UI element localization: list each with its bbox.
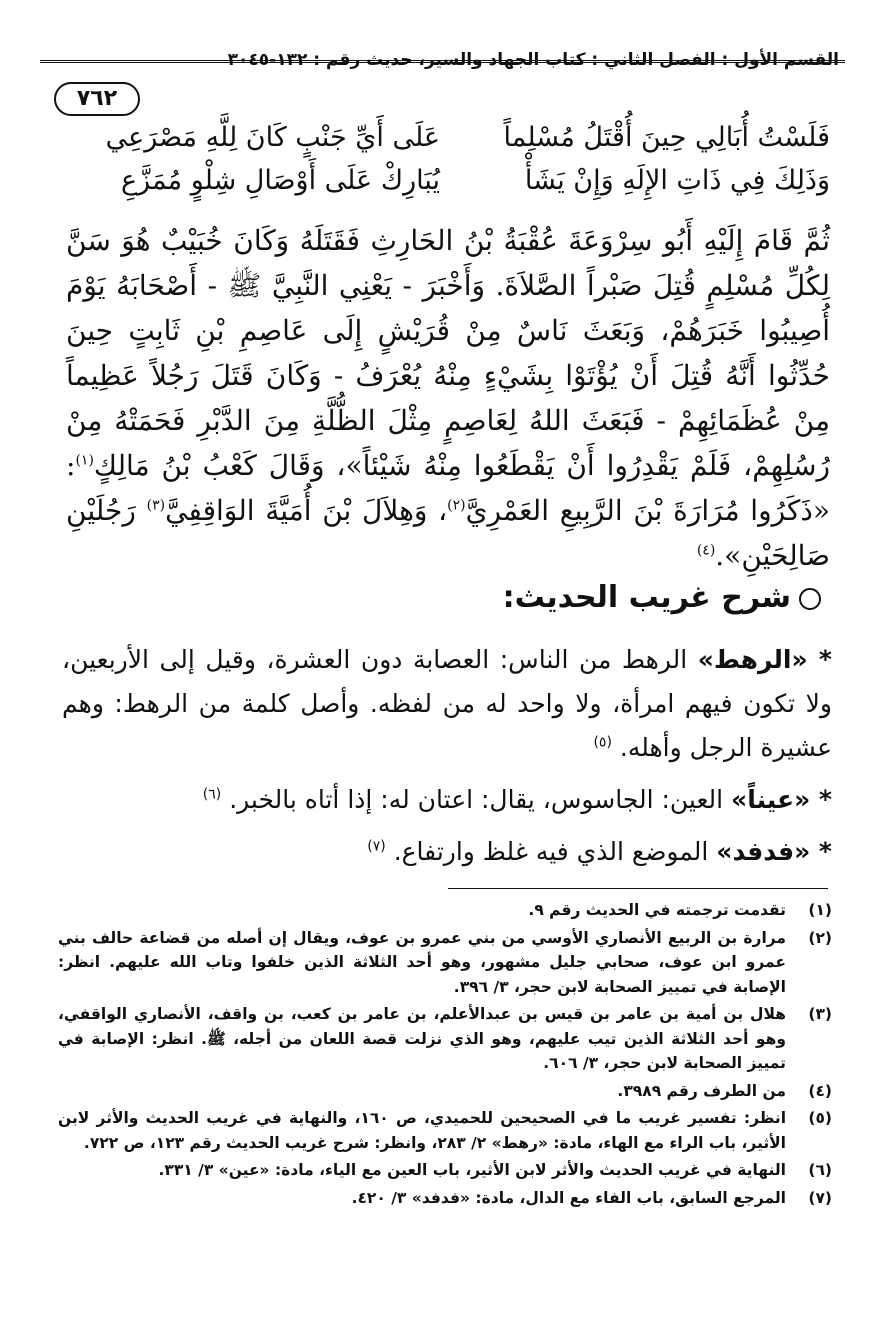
glossary-entry-fadfad [62,830,832,874]
glossary-term: * «فدفد» [716,837,832,866]
glossary-entry-ayn [62,778,832,822]
footnote-ref-4[interactable]: (٤) [696,542,716,559]
footnote-number: (٥) [808,1109,832,1127]
footnote-text: مرارة بن الربيع الأنصاري الأوسي من بني عمرو بن عوف، ويقال إن أصله من قضاعة حالف بني عمرو ابن عوف، صحابي جليل مشهور، وهو أحد الثلاثة الذين خلفوا وتاب الله عليهم. انظر: الإصابة في تمييز الصحابة لابن حجر، ٣/ ٣٩٦. [58,928,786,996]
footnotes [58,898,832,1213]
footnote-text: هلال بن أمية بن عامر بن قيس بن عبدالأعلم، بن عامر بن كعب، بن واقف، الأنصاري الواقفي، وهو أحد الثلاثة الذين تيب عليهم، وهو الذي نزلت قصة اللعان من أجله، ﷺ. انظر: الإصابة في تمييز الصحابة لابن حجر، ٣/ ٦٠٦. [58,1005,786,1072]
hadith-text-part-1: ثُمَّ قَامَ إِلَيْهِ أَبُو سِرْوَعَةَ عُقْبَةُ بْنُ الحَارِثِ فَقَتَلَهُ وَكَانَ خُبَيْبٌ هُوَ سَنَّ لِكُلِّ مُسْلِمٍ قُتِلَ صَبْراً الصَّلاَةَ. وَأَخْبَرَ - يَعْنِي النَّبِيَّ ﷺ - أَصْحَابَهُ يَوْمَ أُصِيبُوا خَبَرَهُمْ، وَبَعَثَ نَاسٌ مِنْ قُرَيْشٍ إِلَى عَاصِمِ بْنِ ثَابِتٍ حِينَ حُدِّثُوا أَنَّهُ قُتِلَ أَنْ يُؤْتَوْا بِشَيْءٍ مِنْهُ يُعْرَفُ - وَكَانَ قَتَلَ رَجُلاً عَظِيماً مِنْ عُظَمَائِهِمْ - فَبَعَثَ اللهُ لِعَاصِمٍ مِثْلَ الظُّلَّةِ مِنَ الدَّبْرِ فَحَمَتْهُ مِنْ رُسُلِهِمْ، فَلَمْ يَقْدِرُوا أَنْ يَقْطَعُوا مِنْهُ شَيْئاً»، وَقَالَ كَعْبُ بْنُ مَالِكٍ [66,224,831,482]
footnote-number: (٢) [808,928,832,947]
glossary-entry-rahṭ [62,638,832,770]
footnote-5 [58,1106,832,1155]
footnote-text: انظر: تفسير غريب ما في الصحيحين للحميدي، ص ١٦٠، والنهاية في غريب الحديث والأثر لابن الأثير، باب الراء مع الهاء، مادة: «رهط» ٢/ ٢٨٣، وانظر: شرح غريب الحديث رقم ١٢٣، ص ٧٢٢. [58,1109,787,1152]
footnote-divider [448,888,828,889]
verse-1-second-hemistich: عَلَى أَيِّ جَنْبٍ كَانَ لِلَّهِ مَصْرَعِي [105,122,440,153]
hadith-text-part-2: : «ذَكَرُوا مُرَارَةَ بْنَ الرَّبِيعِ العَمْرِيَّ [66,449,830,527]
footnote-7 [58,1186,832,1211]
footnote-text: المرجع السابق، باب الفاء مع الدال، مادة: «فدفد» ٣/ ٤٢٠. [351,1188,786,1207]
footnote-text: من الطرف رقم ٣٩٨٩. [617,1081,786,1100]
footnote-1 [58,898,832,923]
footnote-number: (٤) [808,1081,832,1100]
footnote-text: النهاية في غريب الحديث والأثر لابن الأثير، باب العين مع الياء، مادة: «عين» ٣/ ٣٣١. [158,1161,786,1179]
footnote-4 [58,1079,832,1104]
header-rule [40,60,845,63]
footnote-ref-1[interactable]: (١) [75,452,94,469]
section-heading-text: شرح غريب الحديث: [502,580,791,615]
running-header: القسم الأول : الفصل الثاني : كتاب الجهاد والسير، حديث رقم : ١٣٢-٣٠٤٥ [227,50,839,70]
verse-1-first-hemistich: فَلَسْتُ أُبَالِي حِينَ أُقْتَلُ مُسْلِماً [503,122,830,153]
footnote-number: (٧) [808,1188,832,1207]
footnote-2 [58,926,832,1000]
footnote-number: (٦) [808,1161,832,1179]
verse-2-second-hemistich: يُبَارِكْ عَلَى أَوْصَالِ شِلْوٍ مُمَزَّعِ [121,165,440,196]
glossary-definition: العين: الجاسوس، يقال: اعتان له: إذا أتاه بالخبر. [229,785,732,814]
hadith-text [66,218,830,578]
footnote-ref-2[interactable]: (٢) [447,497,466,514]
hadith-text-part-3: ، وَهِلاَلَ بْنَ أُمَيَّةَ الوَاقِفِيَّ [165,494,448,527]
footnote-number: (٣) [808,1005,832,1023]
footnote-ref-3[interactable]: (٣) [146,497,166,514]
footnote-3 [58,1002,832,1076]
circle-bullet-icon [799,588,821,610]
page-number: ٧٦٢ [54,82,140,116]
footnote-ref-6[interactable]: (٦) [202,786,222,803]
footnote-6 [58,1158,832,1183]
glossary-definition: الرهط من الناس: العصابة دون العشرة، وقيل إلى الأربعين، ولا تكون فيهم امرأة، ولا واحد له من لفظه. وأصل كلمة من الرهط: وهم عشيرة الرجل وأهله. [62,645,832,762]
section-heading [321,580,821,615]
poem-verse-1 [70,122,830,166]
footnote-ref-5[interactable]: (٥) [593,734,612,751]
glossary-term: * «عيناً» [731,785,832,814]
footnote-text: تقدمت ترجمته في الحديث رقم ٩. [528,901,786,919]
glossary-term: * «الرهط» [697,645,832,674]
footnote-ref-7[interactable]: (٧) [367,838,386,855]
glossary-definition: الموضع الذي فيه غلظ وارتفاع. [393,837,717,866]
poem-verse-2 [70,165,830,209]
footnote-number: (١) [808,901,832,919]
hadith-text-part-4: رَجُلَيْنِ صَالِحَيْنِ». [66,494,830,572]
verse-2-first-hemistich: وَذَلِكَ فِي ذَاتِ الإِلَهِ وَإِنْ يَشَأْ [524,165,830,196]
